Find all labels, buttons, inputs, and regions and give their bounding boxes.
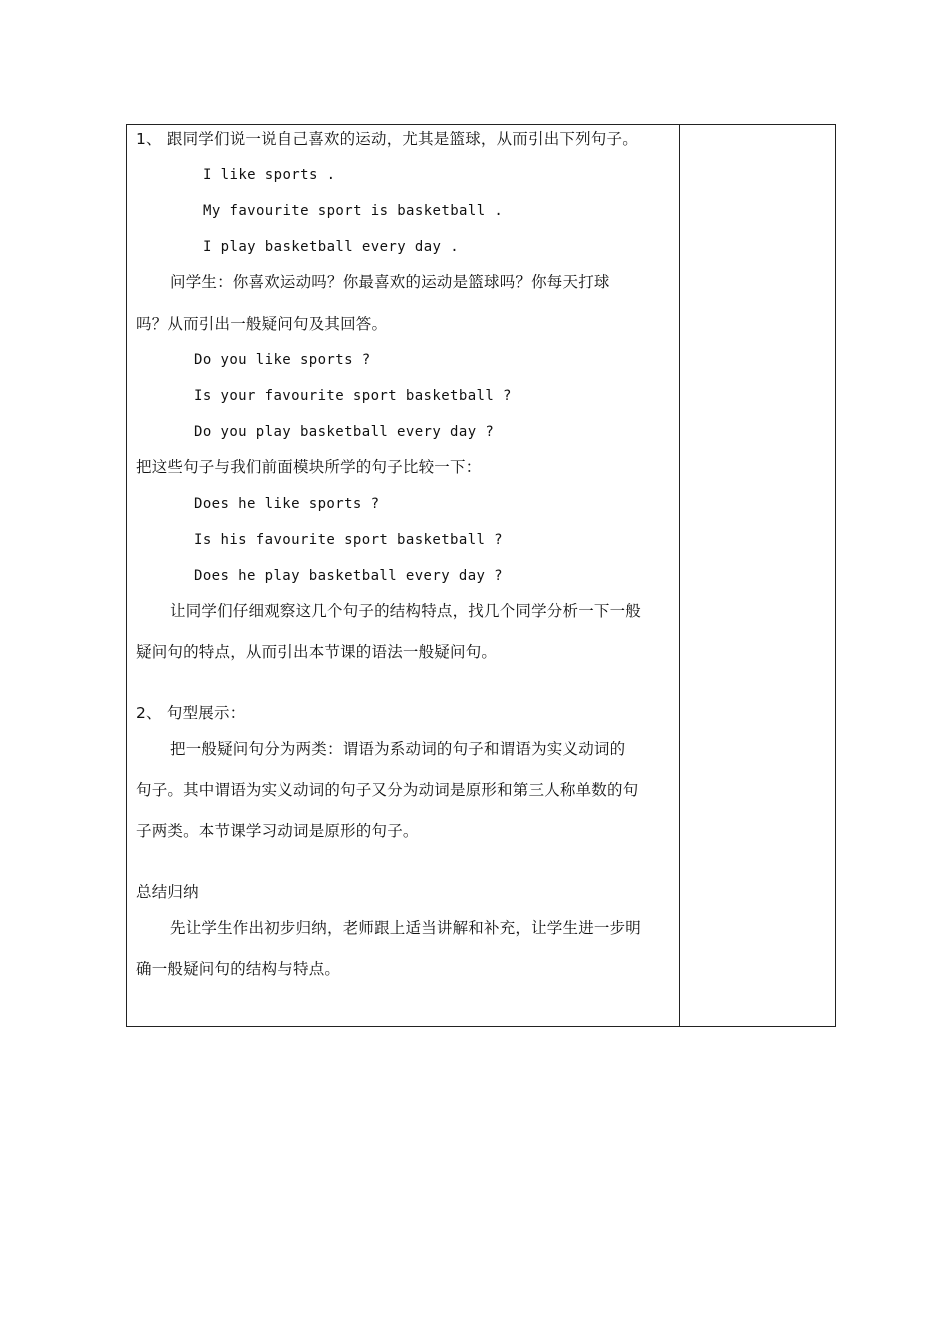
observe-paragraph-line2: 疑问句的特点，从而引出本节课的语法一般疑问句。 bbox=[136, 643, 498, 661]
question-paragraph-line2: 吗？从而引出一般疑问句及其回答。 bbox=[136, 315, 388, 333]
statement-1: I like sports . bbox=[203, 167, 336, 183]
summary-paragraph-line1: 先让学生作出初步归纳，老师跟上适当讲解和补充，让学生进一步明 bbox=[170, 919, 642, 937]
section2-paragraph-line2: 句子。其中谓语为实义动词的句子又分为动词是原形和第三人称单数的句 bbox=[136, 781, 639, 799]
summary-heading: 总结归纳 bbox=[136, 883, 199, 901]
statement-2: My favourite sport is basketball . bbox=[203, 203, 504, 219]
observe-paragraph-line1: 让同学们仔细观察这几个句子的结构特点，找几个同学分析一下一般 bbox=[170, 602, 642, 620]
summary-paragraph-line2: 确一般疑问句的结构与特点。 bbox=[136, 960, 341, 978]
third-person-question-1: Does he like sports ? bbox=[194, 496, 380, 512]
statement-3: I play basketball every day . bbox=[203, 239, 460, 255]
notes-column-cell bbox=[680, 125, 835, 1026]
question-1: Do you like sports ? bbox=[194, 352, 371, 368]
section2-heading: 2、 句型展示： bbox=[136, 704, 246, 722]
third-person-question-2: Is his favourite sport basketball ? bbox=[194, 532, 504, 548]
question-3: Do you play basketball every day ? bbox=[194, 424, 495, 440]
compare-intro: 把这些句子与我们前面模块所学的句子比较一下： bbox=[136, 458, 482, 476]
section1-intro: 1、 跟同学们说一说自己喜欢的运动，尤其是篮球，从而引出下列句子。 bbox=[136, 130, 638, 148]
section2-paragraph-line1: 把一般疑问句分为两类：谓语为系动词的句子和谓语为实义动词的 bbox=[170, 740, 626, 758]
section2-paragraph-line3: 子两类。本节课学习动词是原形的句子。 bbox=[136, 822, 419, 840]
question-2: Is your favourite sport basketball ? bbox=[194, 388, 512, 404]
third-person-question-3: Does he play basketball every day ? bbox=[194, 568, 504, 584]
question-paragraph-line1: 问学生：你喜欢运动吗？你最喜欢的运动是篮球吗？你每天打球 bbox=[170, 273, 610, 291]
